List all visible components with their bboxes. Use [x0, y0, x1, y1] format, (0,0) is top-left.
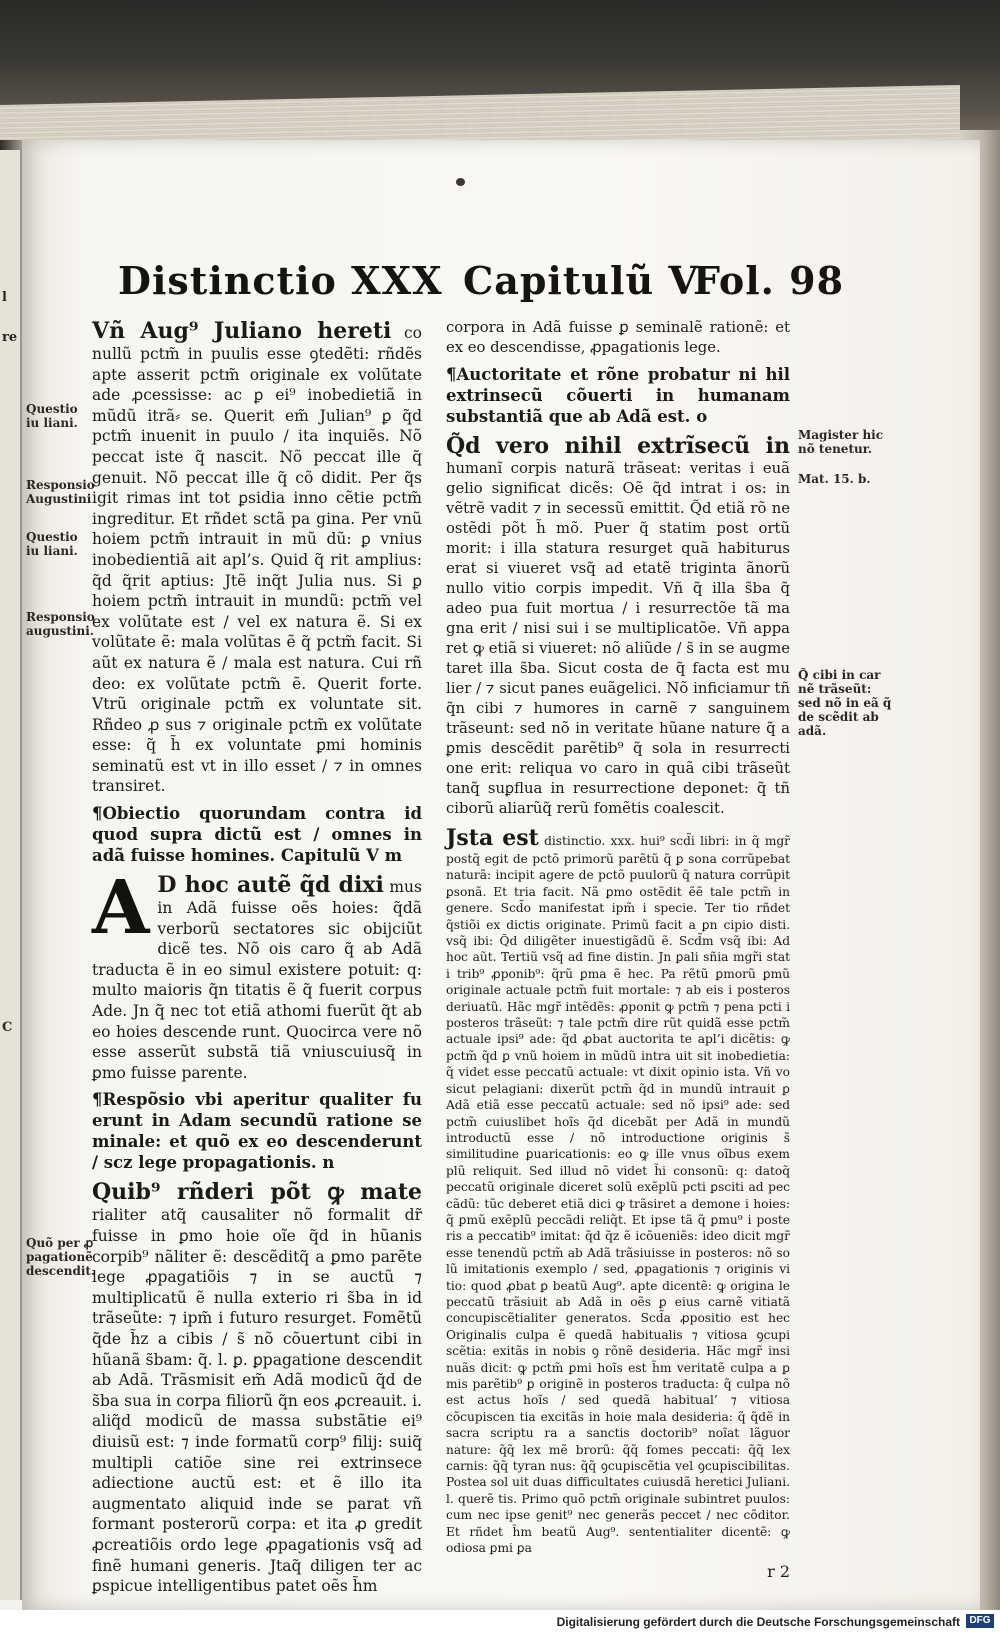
margin-note: Mat. 15. b.	[798, 472, 871, 486]
margin-note: Quõ per ꝓ pagationẽ descendit.	[26, 1236, 96, 1278]
left-page-fragment: C	[2, 1020, 13, 1035]
signature-mark: r 2	[767, 1562, 790, 1582]
paragraph-text: mus in Adã fuisse oẽs hoies: q̃dã verborũ sectatores sic obijciũt dicẽ tes. Nõ ois caro q̃ ab Adã traducta ẽ in eo simul existere potuit: q: multo maioris q̃n titatis ẽ q̃ fuerit corpus Ade. Jn q̃ nec tot etiã athomi fuerũt q̃t ab eo hoies descende runt. Quocirca vere nõ esse asserũt substã tiã vniuscuiusq̃ in ꝑmo fuisse parente.	[92, 878, 422, 1082]
funding-notice: Digitalisierung gefördert durch die Deutsche Forschungsgemeinschaft	[556, 1615, 960, 1629]
margin-note: Questio iu liani.	[26, 402, 78, 430]
rubric-heading: Obiectio quorundam contra id quod supra dictũ est / omnes in adã fuisse homines. Capitulũ V m	[92, 804, 422, 866]
left-page-edge	[0, 150, 20, 1600]
dfg-logo-icon: DFG	[966, 1614, 994, 1628]
rubric-heading: Auctoritate et rõne probatur ni hil extrinsecũ cõuerti in humanam substantiã que ab Adã est.	[446, 365, 790, 426]
footer-bar	[0, 1610, 1000, 1635]
rubric-letter: o	[696, 407, 708, 426]
margin-note: Magister hic nõ tenetur.	[798, 428, 884, 456]
paragraph-lead: Quib⁹ rñderi põt ꝙ mate	[92, 1179, 422, 1206]
rubric-heading: Respõsio vbi aperitur qualiter fu erunt in Adam secundũ ratione se minale: et quõ ex eo descenderunt / scz lege propagationis.	[92, 1090, 422, 1173]
pilcrow-icon: ¶	[92, 1090, 103, 1110]
paragraph-text: humanĩ corpis naturã trãseat: veritas i euã gelio significat dicẽs: Oẽ q̃d intrat i os: in vẽtrẽ vadit ⁊ in secessũ emittit. Q̃d etiã rõ ne ostẽdi põt h̃ mõ. Puer q̃ statim post ortũ morit: i illa statura resurget quã habiturus erat si viueret vsq̃ ad etatẽ triginta ãnorũ nullo vitio corpis impedit. Vñ q̃ illa s̃ba q̃ adeo pua fuit mortua / i resurrectõe tã ma gna erit / nisi sui i se multiplicatõe. Vñ appa ret ꝙ etiã si viueret: nõ aliũde / s̃ in se augme taret illa s̃ba. Sicut costa de q̃ facta est mu lier / ⁊ sicut panes euãgelici. Nõ inficiamur tñ q̃n cibi ⁊ humores in carnẽ ⁊ sanguinem trãseunt: sed nõ in veritate hũane nature q̃ a ꝑmis descẽdit parẽtib⁹ q̃ sola in resurrecti one erit: reliqua vo caro in quã cibi trãseũt tanq̃ suꝑflua in resurrectione deponet: q̃ tñ ciborũ aliarũq̃ rerũ fomẽtis coalescit.	[446, 460, 790, 817]
left-page-fragment: re	[2, 330, 18, 345]
margin-note: Responsio augustini.	[26, 610, 95, 638]
rubric-letter: n	[322, 1153, 335, 1173]
pilcrow-icon: ¶	[446, 365, 457, 384]
paragraph-text: co nullũ pctm̃ in puulis esse ꝯtedẽti: rñdẽs apte asserit pctm̃ originale ex volũtate ade ꝓcessisse: ac ꝑ ei⁹ inobedietiã in mũdũ itrã⸗ se. Querit em̃ Julian⁹ ꝑ q̃d pctm̃ inuenit in puulo / ita inquiẽs. Nõ peccat iste q̃ nascit. Nõ peccat ille q̃ genuit. Nõ peccat ille q̃ cõ didit. Per q̃s igit rimas int tot ꝑsidia inno cẽtie pctm̃ ingreditur. Et rñdet sctã pa gina. Per vnũ hoiem pctm̃ intrauit in mũ dũ: ꝑ vnius inobedientiã ait apl’s. Quid q̃ rit amplius: q̃d q̃rit aptius: Jtẽ inq̃t Julia nus. Si ꝑ hoiem pctm̃ intrauit in mundũ: pctm̃ vel ex volũtate est / vel ex natura ẽ. Si ex volũtate ẽ: mala volũtas ẽ q̃ pctm̃ facit. Si aũt ex natura ẽ / mala est natura. Cui rñ deo: ex volũtate pctm̃ ẽ. Querit forte. Vtrũ originale pctm̃ ex voluntate sit. Rñdeo ꝓ sus ⁊ originale pctm̃ ex volũtate esse: q̃ h̃ ex voluntate ꝑmi hominis seminatũ est vt in illo esset / ⁊ in omnes transiret.	[92, 324, 422, 796]
margin-note: Q̃ cibi in car nẽ trãseũt: sed nõ in eã q̃ de scẽdit ab adã.	[798, 668, 892, 738]
paper-hole	[456, 178, 465, 186]
left-page-fragment: l	[2, 290, 7, 305]
drop-cap: A	[92, 865, 150, 952]
paragraph-lead: Jsta est	[446, 825, 539, 851]
header-distinctio: Distinctio XXX	[118, 258, 443, 303]
running-header	[118, 258, 858, 308]
left-text-column	[92, 318, 422, 1603]
paragraph-lead: D hoc autẽ q̃d dixi	[157, 872, 384, 899]
margin-note: Questio iu liani.	[26, 530, 78, 558]
header-folio: Fol. 98	[693, 258, 845, 303]
header-capitulum: Capitulũ V	[463, 258, 699, 303]
paragraph-text: rialiter atq̃ causaliter nõ formalit dr̃ fuisse in ꝑmo hoie oĩe q̃d in hũanis corpib⁹ nãliter ẽ: descẽditq̃ a ꝑmo parẽte lege ꝓpagatiõis ⁊ in se auctũ ⁊ multiplicatũ ẽ nulla exterio ri s̃ba in id trãseũte: ⁊ ipm̃ i futuro resurget. Fomẽtũ q̃de h̃z a cibis / s̃ nõ cõuertunt cibi in hũanã s̃bam: q̃. l. ꝑ. ꝑpagatione descendit ab Adã. Trãsmisit em̃ Adã modicũ q̃d de s̃ba sua in corpa filiorũ q̃n eos ꝓcreauit. i. aliq̃d modicũ de massa substãtie ei⁹ diuisũ est: ⁊ inde formatũ corp⁹ filij: suiq̃ multipli catiõe sine rei extrinsece adiectione auctũ est: et ẽ illo ita augmentato aliquid inde se parat vñ formant posterorũ corpa: et ita ꝓ gredit ꝓcreatiõis ordo lege ꝓpagationis vsq̃ ad finẽ humani generis. Jtaq̃ diligen ter ac ꝑspicue intelligentibus patet oẽs h̃m	[92, 1206, 422, 1596]
pilcrow-icon: ¶	[92, 804, 103, 824]
paragraph-lead: Q̃d vero nihil extrĩsecũ in	[446, 433, 790, 459]
margin-note: Responsio Augustini	[26, 478, 95, 506]
paragraph-lead: Vñ Aug⁹ Juliano hereti	[92, 318, 392, 344]
paragraph-text: corpora in Adã fuisse ꝑ seminalẽ rationẽ: et ex eo descendisse, ꝓpagationis lege.	[446, 319, 790, 356]
right-text-column	[446, 318, 790, 1588]
commentary-text: distinctio. xxx. hui⁹ scd̃i libri: in q̃ mgr̃ postq̃ egit de pctõ primorũ parẽtũ q̃ ꝑ sona corrũpebat naturã: incipit agere de pctõ puulorũ q̃ natura corrũpit ꝑsonã. Et tria facit. Nã ꝑmo ostẽdit ẽẽ tale pctm̃ in genere. Scd̃o manifestat ipm̃ i specie. Ter tio rñdet q̃stiõi ex dictis originate. Primũ facit a ꝑn cipio disti. vsq̃ ibi: Q̃d diligẽter inuestigãdũ ẽ. Scd̃m vsq̃ ibi: Ad hoc aũt. Tertiũ vsq̃ ad fine distin. Jn ꝑali sñia mgr̃i stat i trib⁹ ꝓponib⁹: q̃rũ ꝑma ẽ hec. Pa rẽtũ ꝑmorũ ꝑmũ originale actuale pctm̃ fuit mortale: ⁊ ab eis i posteros deriuatũ. Hãc mgr̃ intẽdẽs: ꝓponit ꝙ pctm̃ ⁊ pena pcti i posteros trãseũt: ⁊ tale pctm̃ dire rũt quidã esse pctm̃ actuale ipsi⁹ ade: q̃d ꝓbat auctorita te apl’i dicẽtis: ꝙ pctm̃ q̃d ꝑ vnũ hoiem in mũdũ intra uit sit inobedietia: q̃ videt esse peccatũ actuale: vt dixit opinio ista. Vñ vo sicut pelagiani: dixerũt pctm̃ q̃d in mundũ intrauit ꝑ Adã etiã esse peccatũ actuale: sed nõ ipsi⁹ ade: sed pctm̃ cuiuslibet hoĩs q̃d dicebãt per Adã in mundũ introductũ esse / nõ introductione originis s̃ similitudine ꝑuaricationis: eo ꝙ ille vnus oĩbus exem plũ reliquit. Sed illud nõ videt h̃i consonũ: q: datoq̃ peccatũ originale diceret solũ exẽplũ pcti ꝑsciti ad pec cãdũ: tũc deberet etiã dici ꝙ trãsiret a demone i hoies: q̃ ꝑmũ exẽplũ peccãdi reliq̃t. Et ipse tã q̃ ꝑmu⁹ i poste ris a peccatib⁹ imitat: q̃d q̃z ẽ icõueniẽs: ideo dicit mgr̃ esse tenendũ pctm̃ ab Adã trãsiuisse in posteros: nõ so lũ imitationis exemplo / sed, ꝓpagationis ⁊ originis vi tio: quod ꝓbat ꝑ beatũ Aug⁹. apte dicentẽ: ꝙ origina le peccatũ trãsiuit ab Adã in oẽs ꝑ eius carnẽ vitiatã concupiscẽtialiter generatos. Scd̃a ꝓpositio est hec Originalis culpa ẽ quedã habitualis ⁊ vitiosa ꝯcupi scẽtia: exitãs in nobis ꝯ rõnẽ desideria. Hãc mgr̃ insi nuãs dicit: ꝙ pctm̃ ꝑmi hoĩs est h̃m veritatẽ culpa a ꝑ mis parẽtib⁹ ꝑ originẽ in posteros traducta: q̃ culpa nõ est actus hoĩs / sed quedã habitual’ ⁊ vitiosa cõcupiscen tia excitãs in hoie mala desideria: q̃ q̃dẽ in sacra scriptu ra a sanctis doctorib⁹ noĩat lãguor nature: q̃q̃ lex mẽ brorũ: q̃q̃ fomes peccati: q̃q̃ lex carnis: q̃q̃ tyran nus: q̃q̃ ꝯcupiscẽtia vel ꝯcupiscibilitas. Postea sol uit duas difficultates cuiusdã heretici Juliani. l. querẽ tis. Primo quõ pctm̃ originale subintret puulos: cum nec ipse genit⁹ nec generãs peccet / nec cõditor. Et rñdet h̃m beatũ Aug⁹. sententialiter dicentẽ: ꝙ odiosa ꝑmi ꝑa	[446, 834, 791, 1556]
